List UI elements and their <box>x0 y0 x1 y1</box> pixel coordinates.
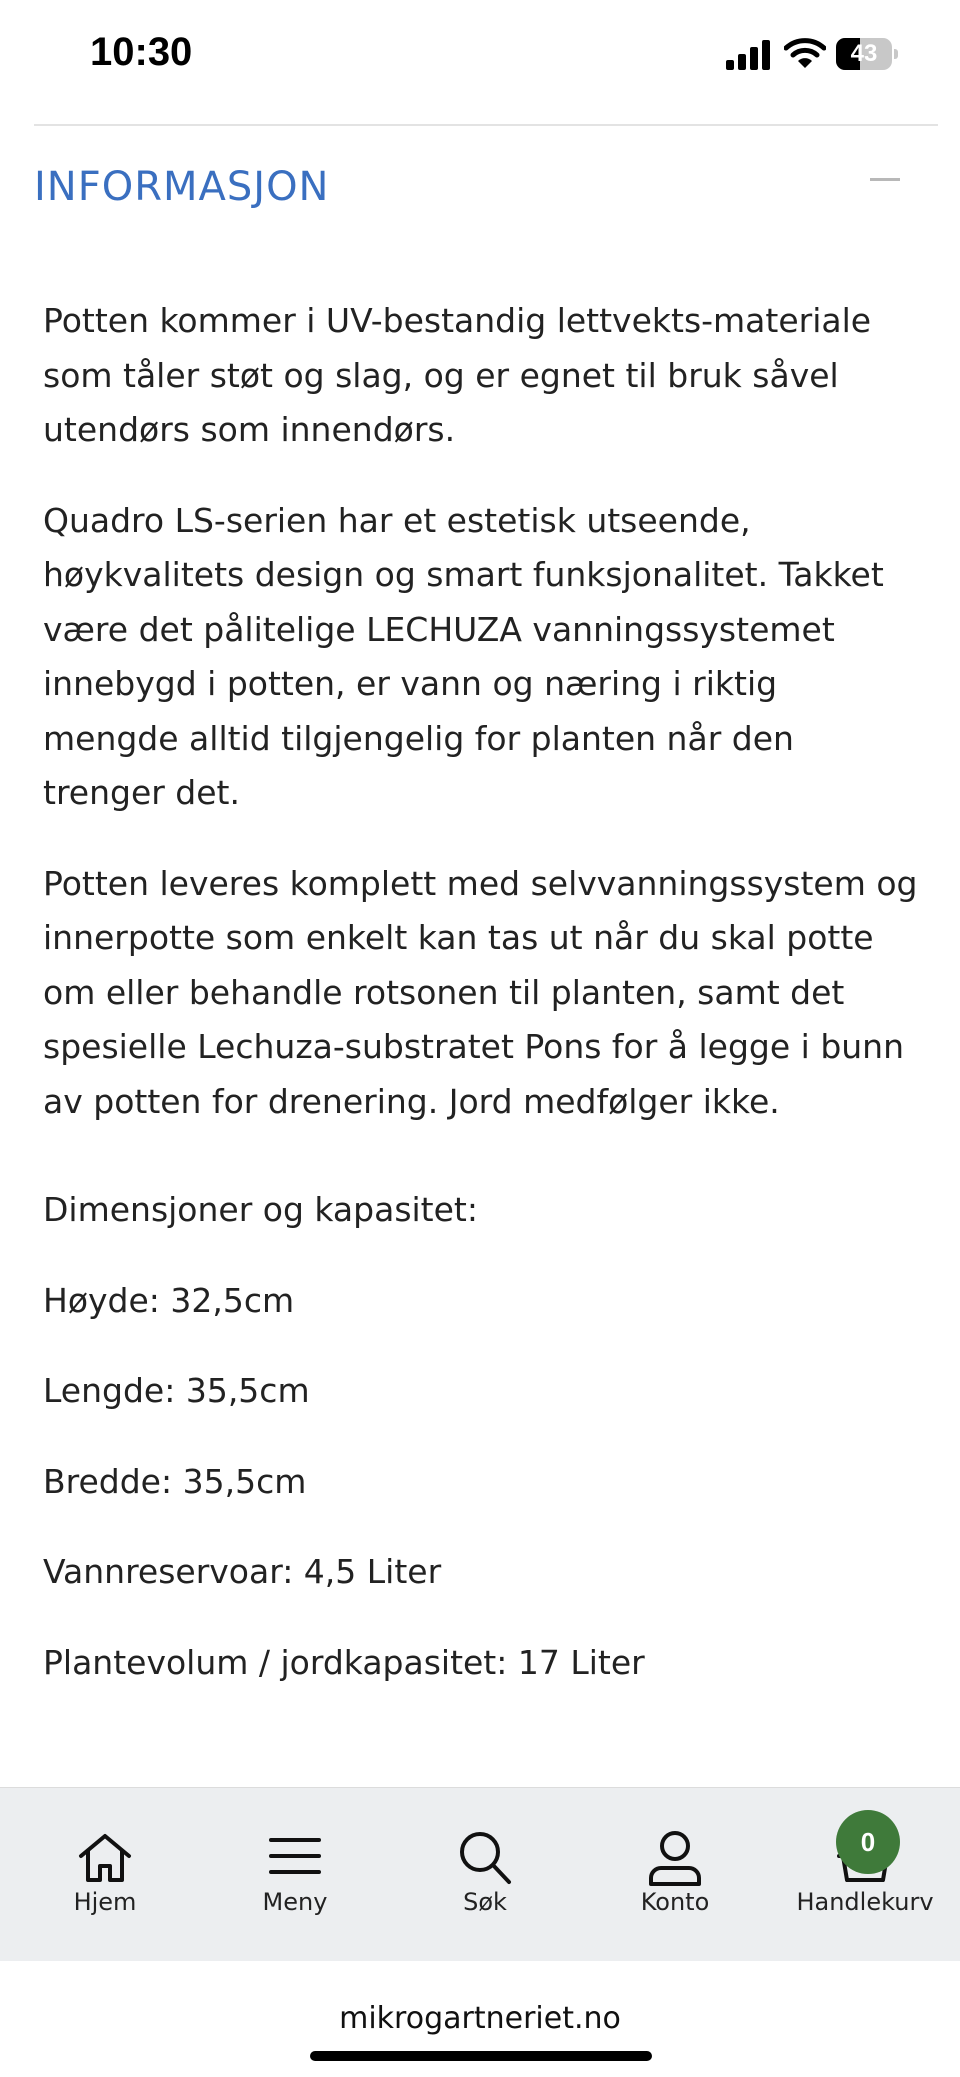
status-time: 10:30 <box>90 30 193 74</box>
battery-tip <box>894 49 898 59</box>
tab-search[interactable] <box>390 1788 580 1961</box>
tab-home-label: Hjem <box>73 1888 137 1916</box>
battery-body <box>836 38 892 70</box>
search-icon <box>453 1826 517 1890</box>
home-icon <box>73 1826 137 1890</box>
description-paragraph: Quadro LS-serien har et estetisk utseende, høykvalitets design og smart funksjonalitet. Takket være det pålitelige LECHUZA vanningssystemet innebygd i potten, er vann og næring i riktig mengde alltid tilgjengelig for planten når den trenger det. <box>43 500 884 812</box>
tab-account-label: Konto <box>640 1888 710 1916</box>
specs-heading: Dimensjoner og kapasitet: <box>43 1190 478 1229</box>
battery-level: 43 <box>850 40 878 67</box>
cart-count-badge[interactable]: 0 <box>836 1810 900 1874</box>
top-divider <box>34 124 938 126</box>
minus-icon[interactable] <box>870 178 900 181</box>
spec-width: Bredde: 35,5cm <box>43 1461 307 1501</box>
signal-icon <box>726 40 772 70</box>
spec-height: Høyde: 32,5cm <box>43 1280 295 1320</box>
tab-account[interactable] <box>580 1788 770 1961</box>
tab-cart-label: Handlekurv <box>796 1888 934 1916</box>
description-paragraph: Potten kommer i UV-bestandig lettvekts-materiale som tåler støt og slag, og er egnet til bruk såvel utendørs som innendørs. <box>43 301 872 449</box>
menu-icon <box>263 1826 327 1890</box>
status-bar <box>0 0 960 110</box>
home-indicator[interactable] <box>310 2051 652 2061</box>
tab-home[interactable] <box>10 1788 200 1961</box>
description-paragraph: Potten leveres komplett med selvvanningssystem og innerpotte som enkelt kan tas ut når du skal potte om eller behandle rotsonen til planten, samt det spesielle Lechuza-substratet Pons for å legge i bunn av potten for drenering. Jord medfølger ikke. <box>43 863 918 1121</box>
spec-plant-volume: Plantevolum / jordkapasitet: 17 Liter <box>43 1642 645 1682</box>
tab-menu-label: Meny <box>262 1888 328 1916</box>
account-icon <box>643 1826 707 1890</box>
spec-water-reservoir: Vannreservoar: 4,5 Liter <box>43 1552 442 1591</box>
battery-icon <box>836 38 898 70</box>
tab-menu[interactable] <box>200 1788 390 1961</box>
wifi-icon <box>784 36 826 70</box>
tab-search-label: Søk <box>463 1888 507 1916</box>
accordion-title: INFORMASJON <box>34 164 330 210</box>
url-text[interactable]: mikrogartneriet.no <box>339 2001 621 2036</box>
product-information <box>43 294 923 1726</box>
bottom-tab-bar <box>0 1787 960 1961</box>
spec-length: Lengde: 35,5cm <box>43 1371 310 1410</box>
accordion-header[interactable] <box>34 150 938 230</box>
